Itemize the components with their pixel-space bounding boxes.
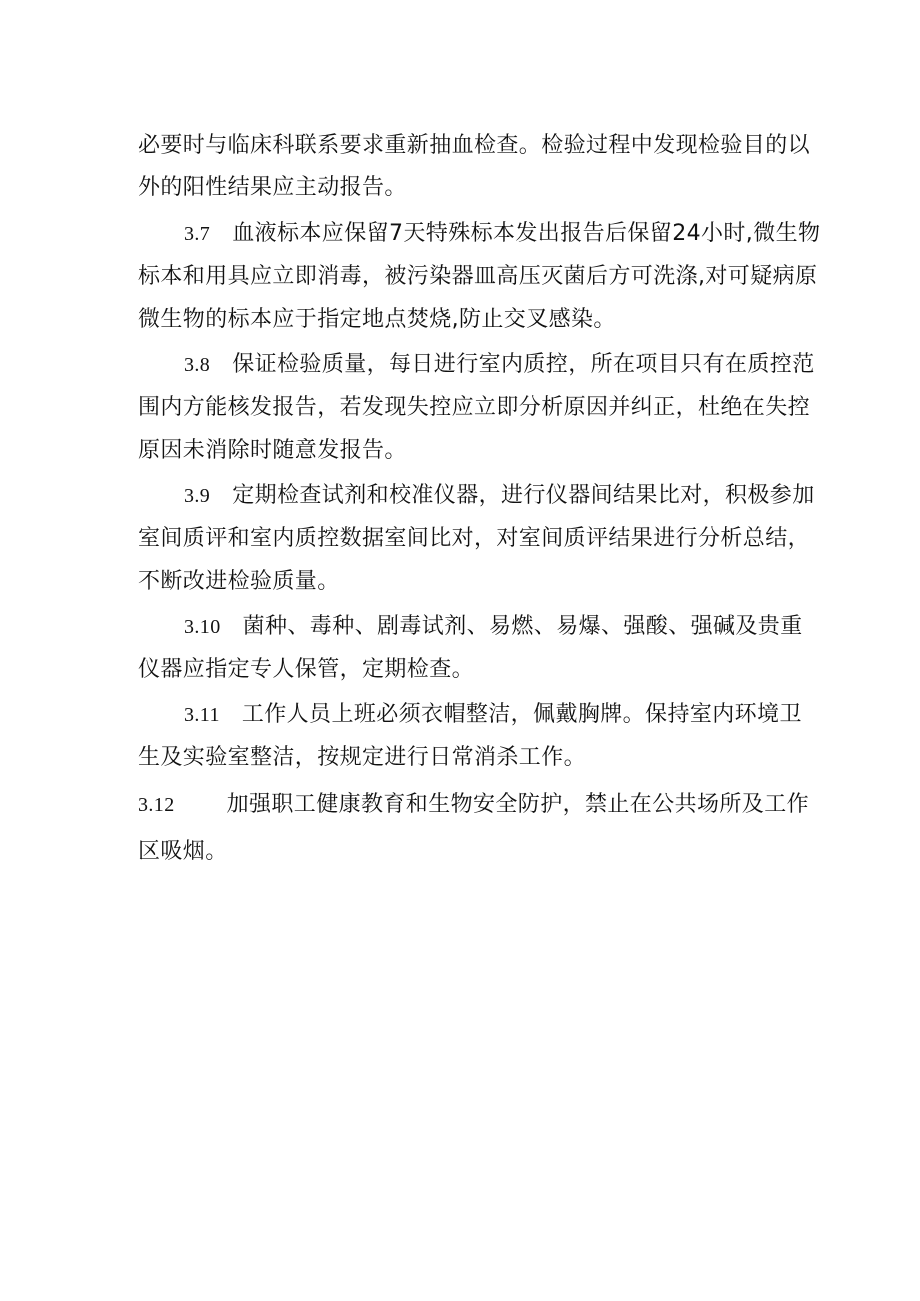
paragraph-line: 原因未消除时随意发报告。: [138, 438, 407, 463]
paragraph-line: 围内方能核发报告，若发现失控应立即分析原因并纠正，杜绝在失控: [138, 395, 811, 420]
paragraph-text: 血液标本应保留7天特殊标本发出报告后保留24小时,微生物: [232, 221, 821, 246]
clause-3-10-first-line: [184, 612, 803, 642]
paragraph-text: 工作人员上班必须衣帽整洁，佩戴胸牌。保持室内环境卫: [241, 702, 802, 727]
paragraph-line: 不断改进检验质量。: [138, 569, 340, 594]
paragraph-text: 定期检查试剂和校准仪器，进行仪器间结果比对，积极参加: [232, 483, 815, 508]
paragraph-text: 保证检验质量，每日进行室内质控，所在项目只有在质控范: [232, 352, 815, 377]
paragraph-line: 仪器应指定专人保管，定期检查。: [138, 657, 475, 682]
paragraph-line: 生及实验室整洁，按规定进行日常消杀工作。: [138, 745, 587, 770]
clause-3-12-first-line: [138, 790, 809, 820]
clause-number: 3.11: [184, 704, 220, 726]
clause-number: 3.7: [184, 223, 211, 245]
clause-3-7-first-line: [184, 219, 820, 249]
paragraph-line: 室间质评和室内质控数据室间比对，对室间质评结果进行分析总结，: [138, 526, 811, 551]
clause-number: 3.9: [184, 485, 211, 507]
paragraph-line: 微生物的标本应于指定地点焚烧,防止交叉感染。: [138, 307, 616, 332]
clause-number: 3.12: [138, 794, 175, 816]
paragraph-line: 标本和用具应立即消毒，被污染器皿高压灭菌后方可洗涤,对可疑病原: [138, 264, 818, 289]
paragraph-text: 加强职工健康教育和生物安全防护，禁止在公共场所及工作: [226, 792, 810, 817]
paragraph-line: 必要时与临床科联系要求重新抽血检查。检验过程中发现检验目的以: [138, 133, 811, 158]
clause-3-9-first-line: [184, 481, 815, 511]
paragraph-line: 外的阳性结果应主动报告。: [138, 175, 407, 200]
paragraph-line: 区吸烟。: [138, 839, 228, 864]
clause-3-8-first-line: [184, 350, 815, 380]
paragraph-text: 菌种、毒种、剧毒试剂、易燃、易爆、强酸、强碱及贵重: [242, 614, 803, 639]
clause-number: 3.10: [184, 616, 221, 638]
clause-3-11-first-line: [184, 700, 802, 730]
clause-number: 3.8: [184, 354, 211, 376]
